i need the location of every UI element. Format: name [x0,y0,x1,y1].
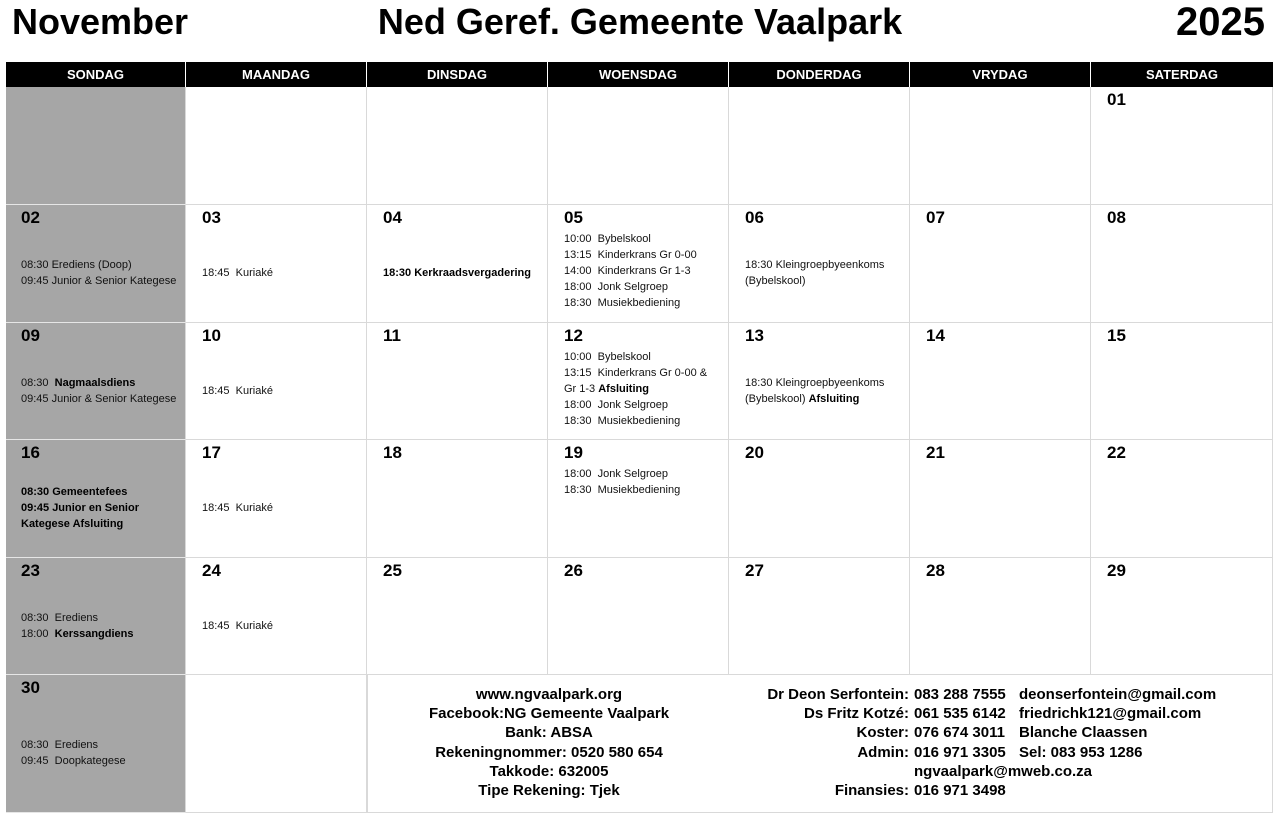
event-text: 18:00 [21,627,55,640]
day-number: 29 [1107,561,1126,580]
event-line [564,413,722,429]
sunday-cell [6,323,186,440]
day-number: 13 [745,326,764,345]
weekday-header-monday: MAANDAG [186,62,367,87]
contact-value: 083 288 7555 [914,686,1006,703]
event-line [564,466,722,482]
event-text: 18:00 Jonk Selgroep [564,468,668,480]
event-text: 13:15 Kinderkrans Gr 0-00 & [564,367,708,379]
day-number: 01 [1107,90,1126,109]
day-number: 20 [745,443,764,462]
church-info-line: Takkode: 632005 [489,762,609,780]
day-number: 09 [21,326,40,345]
day-events [21,346,179,435]
day-number [564,90,722,110]
event-text: 18:45 Kuriaké [202,619,273,632]
weekday-header-friday: VRYDAG [910,62,1091,87]
weekday-header-sunday: SONDAG [6,62,186,87]
day-events [926,581,1084,670]
day-cell [548,440,729,558]
day-events [202,698,360,808]
day-number: 23 [21,561,40,580]
day-cell [186,323,367,440]
day-cell [186,558,367,675]
church-info-line: Facebook:NG Gemeente Vaalpark [428,705,670,723]
day-number [21,90,179,110]
event-text: 18:30 Kleingroepbyeenkoms [745,376,885,389]
church-info-line: www.ngvaalpark.org [475,686,623,703]
day-events [926,228,1084,318]
event-line [564,365,722,381]
day-events [745,581,903,670]
contact-value: 061 535 6142 [914,705,1006,723]
event-line [745,375,903,391]
event-line [564,231,722,247]
day-events [564,584,722,670]
event-text: 09:45 Junior en Senior [21,502,139,514]
day-events [202,110,360,200]
event-line [202,500,360,516]
event-text: Kategese Afsluiting [21,518,124,530]
day-number: 17 [202,443,221,462]
day-number: 27 [745,561,764,580]
event-line [21,375,179,391]
event-text: 18:00 Jonk Selgroep [564,399,668,411]
event-line [21,516,179,532]
event-line [202,265,360,281]
day-events [383,463,541,553]
day-events [21,228,179,318]
day-number [745,90,903,110]
event-line [21,391,179,407]
event-text: Kerssangdiens [54,627,134,640]
day-cell [1091,440,1273,558]
day-number: 28 [926,561,945,580]
sunday-cell [6,675,186,813]
event-text: 18:30 Musiekbediening [564,297,681,309]
event-text: Afsluiting [808,392,860,405]
day-cell [910,440,1091,558]
church-info-line: Tipe Rekening: Tjek [478,782,620,800]
event-line [21,257,179,273]
day-events [745,110,903,200]
day-number: 11 [383,326,401,345]
day-events [202,581,360,670]
day-number: 25 [383,561,402,580]
event-text: 18:00 Jonk Selgroep [564,281,668,293]
contacts-block [758,685,1216,800]
day-number: 04 [383,208,402,227]
event-line [564,263,722,279]
event-line [564,482,722,498]
day-number: 02 [21,208,40,227]
event-text: 08:30 Erediens [21,739,99,751]
day-events [745,228,903,318]
day-events [745,346,903,435]
church-info-block [368,685,730,800]
day-number [383,90,541,110]
day-cell [367,440,548,558]
day-events [926,346,1084,435]
day-cell [548,323,729,440]
event-line [21,610,179,626]
day-number [202,678,360,698]
event-text: (Bybelskool) [745,275,806,287]
contact-label: Koster: [856,724,909,742]
event-text: 09:45 Junior & Senior Kategese [21,392,177,405]
event-text: 18:30 Kleingroepbyeenkoms [745,259,885,271]
contact-extra [1019,762,1216,781]
event-text: (Bybelskool) [745,392,809,405]
event-text: Gr 1-3 [564,383,599,395]
day-events [383,228,541,318]
day-cell [367,205,548,323]
event-text: 08:30 Erediens (Doop) [21,259,132,271]
event-line [564,349,722,365]
day-cell [548,87,729,205]
contact-value: 016 971 3498 [914,781,1006,799]
day-cell [729,558,910,675]
day-cell [367,558,548,675]
event-line [564,381,722,397]
day-cell [548,558,729,675]
day-number: 19 [564,443,583,462]
event-text: Nagmaalsdiens [54,376,136,389]
contact-extra: Blanche Claassen [1019,724,1148,742]
day-number: 18 [383,443,402,462]
day-number: 15 [1107,326,1126,345]
contact-extra: deonserfontein@gmail.com [1019,686,1217,703]
contact-extra [1019,781,1216,800]
day-events [202,463,360,553]
day-events [383,110,541,200]
day-events [202,346,360,435]
day-number: 06 [745,208,764,227]
day-cell [548,205,729,323]
event-line [745,257,903,273]
contact-extra: friedrichk121@gmail.com [1019,705,1202,723]
sunday-cell [6,205,186,323]
event-line [564,279,722,295]
day-number [202,90,360,110]
day-events [564,113,722,200]
event-line [21,484,179,500]
day-number: 10 [202,326,221,345]
event-line [564,295,722,311]
day-cell [910,558,1091,675]
day-number: 16 [21,443,40,462]
event-line [202,618,360,634]
day-events [21,463,179,553]
day-cell [186,675,367,813]
event-line [745,273,903,289]
year-title: 2025 [1176,0,1265,44]
event-line [564,247,722,263]
month-title: November [12,1,189,42]
day-events [564,231,722,318]
day-events [1107,228,1266,318]
day-events [21,581,179,670]
day-events [21,110,179,200]
event-text: Afsluiting [598,383,649,395]
contact-info-cell [367,675,1273,813]
day-cell [367,323,548,440]
contact-extra: Sel: 083 953 1286 [1019,743,1143,761]
day-number: 03 [202,208,221,227]
church-info-line: Rekeningnommer: 0520 580 654 [435,743,663,761]
day-number [926,90,1084,110]
day-events [383,346,541,435]
day-cell [1091,205,1273,323]
day-cell [186,440,367,558]
weekday-header-saturday: SATERDAG [1091,62,1273,87]
event-line [202,383,360,399]
day-events [926,463,1084,553]
day-number: 07 [926,208,945,227]
day-cell [729,323,910,440]
event-text: 13:15 Kinderkrans Gr 0-00 [564,249,697,261]
day-number: 26 [564,561,583,580]
day-events [383,581,541,670]
event-line [21,500,179,516]
event-line [21,626,179,642]
day-cell [729,205,910,323]
event-text: 18:30 Kerkraadsvergadering [383,267,531,279]
event-line [564,397,722,413]
event-text: 10:00 Bybelskool [564,351,651,363]
day-cell [910,323,1091,440]
day-number: 14 [926,326,945,345]
day-events [1107,581,1266,670]
event-text: 10:00 Bybelskool [564,233,651,245]
day-cell [729,87,910,205]
day-events [745,463,903,553]
contact-label [758,762,909,781]
event-text: 18:45 Kuriaké [202,267,273,279]
contact-label: Admin: [857,743,909,761]
day-events [1107,346,1266,435]
day-number: 21 [926,443,945,462]
event-line [21,273,179,289]
day-cell [729,440,910,558]
contact-label: Ds Fritz Kotzé: [804,705,909,723]
day-number: 22 [1107,443,1126,462]
day-number: 24 [202,561,221,580]
church-info-line: Bank: ABSA [505,724,593,742]
day-cell [910,87,1091,205]
event-text: 18:30 Musiekbediening [564,484,681,496]
event-text: 09:45 Junior & Senior Kategese [21,275,177,287]
sunday-cell [6,87,186,205]
day-events [202,228,360,318]
contact-value: 076 674 3011 [914,724,1005,742]
event-text: 08:30 Erediens [21,611,99,624]
weekday-header-wednesday: WOENSDAG [548,62,729,87]
contact-label: Finansies: [834,781,909,799]
event-text: 08:30 Gemeentefees [21,486,128,498]
day-cell [186,205,367,323]
day-number: 12 [564,326,583,345]
day-events [1107,110,1266,200]
day-cell [910,205,1091,323]
day-number: 05 [564,208,583,227]
day-events [926,110,1084,200]
weekday-header-thursday: DONDERDAG [729,62,910,87]
church-title: Ned Geref. Gemeente Vaalpark [377,1,903,42]
event-text: 09:45 Doopkategese [21,755,126,767]
event-text: 18:30 Musiekbediening [564,415,681,427]
event-text: 14:00 Kinderkrans Gr 1-3 [564,265,691,277]
event-line [745,391,903,407]
event-line [21,737,179,753]
event-line [21,753,179,769]
event-text: 18:45 Kuriaké [202,502,273,514]
day-cell [1091,87,1273,205]
day-events [564,349,722,435]
weekday-header-tuesday: DINSDAG [367,62,548,87]
contact-label: Dr Deon Serfontein: [767,686,909,703]
day-cell [1091,558,1273,675]
event-text: 18:45 Kuriaké [202,384,273,397]
contact-value: 016 971 3305 [914,743,1006,761]
calendar-grid [6,62,1273,813]
day-events [1107,463,1266,553]
day-events [21,698,179,808]
sunday-cell [6,440,186,558]
contact-value: ngvaalpark@mweb.co.za [914,762,1093,780]
sunday-cell [6,558,186,675]
day-number: 08 [1107,208,1126,227]
event-text: 08:30 [21,376,55,389]
day-cell [186,87,367,205]
day-events [564,466,722,553]
day-number: 30 [21,678,40,697]
day-cell [1091,323,1273,440]
day-cell [367,87,548,205]
event-line [383,265,541,281]
